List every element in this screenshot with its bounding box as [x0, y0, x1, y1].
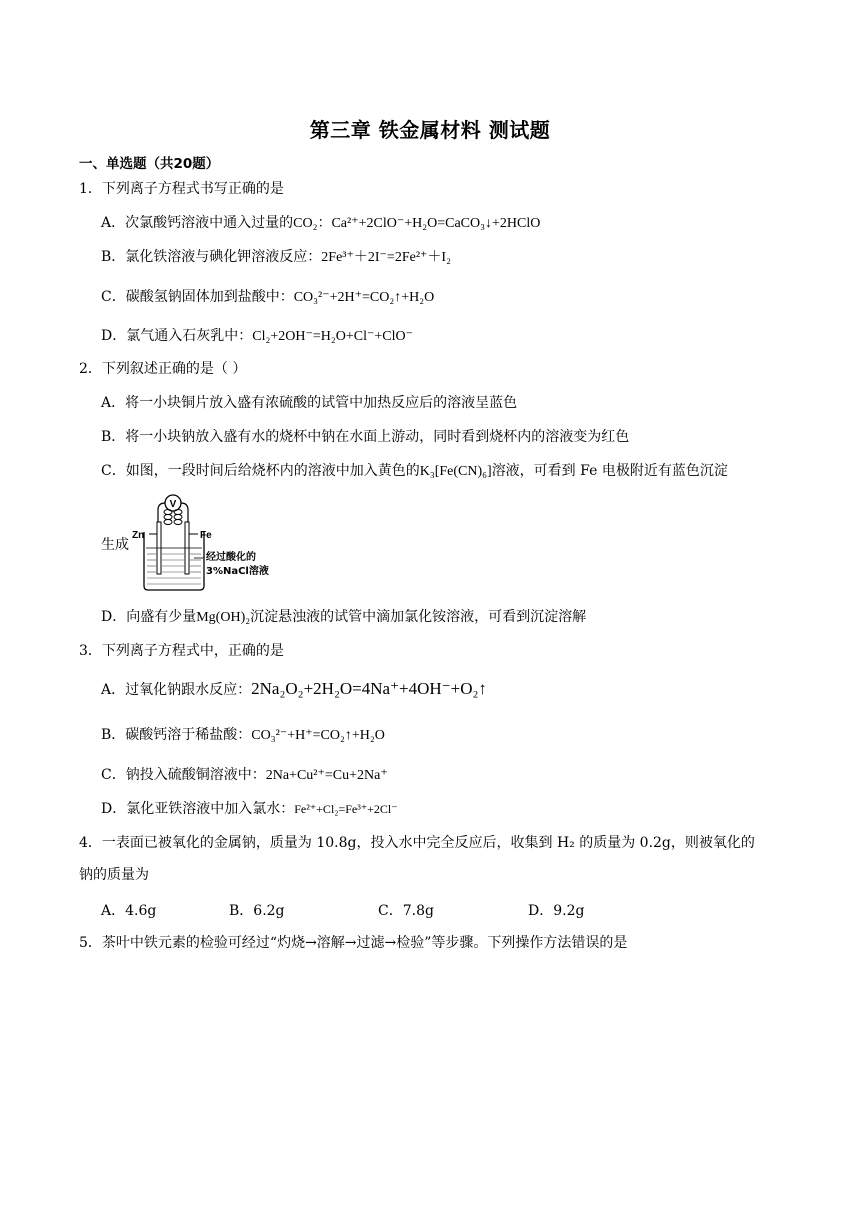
option-label: C．钠投入硫酸铜溶液中： — [101, 767, 266, 783]
question-3-option-d[interactable] — [101, 800, 398, 818]
zn-electrode-label: Zn — [132, 530, 145, 541]
question-1-option-d[interactable] — [101, 327, 413, 346]
question-3-option-a[interactable] — [101, 680, 487, 699]
page-title: 第三章 铁金属材料 测试题 — [309, 118, 551, 142]
question-4-option-d[interactable]: D．9.2g — [528, 903, 585, 919]
option-formula: Mg(OH)₂ — [196, 610, 251, 625]
question-1-option-b[interactable] — [101, 248, 451, 267]
option-formula: Fe²⁺+Cl₂=Fe³⁺+2Cl⁻ — [294, 802, 398, 816]
question-1-stem: 1．下列离子方程式书写正确的是 — [79, 181, 284, 197]
option-formula: K₃[Fe(CN)₆] — [419, 464, 492, 479]
section-heading: 一、单选题（共20题） — [79, 156, 220, 172]
option-formula: 2Na+Cu²⁺=Cu+2Na⁺ — [265, 768, 388, 783]
option-label: D．向盛有少量 — [101, 609, 197, 625]
option-label: D．氯气通入石灰乳中： — [101, 328, 253, 344]
beaker — [144, 532, 204, 590]
option-tail: 溶液，可看到 Fe 电极附近有蓝色沉淀 — [491, 463, 728, 479]
option-formula: CO₃²⁻+H⁺=CO₂↑+H₂O — [251, 728, 385, 743]
question-3-stem: 3．下列离子方程式中，正确的是 — [79, 643, 284, 659]
question-4-option-a[interactable]: A．4.6g — [101, 903, 157, 919]
electrolysis-figure — [130, 492, 290, 592]
fe-electrode-label: Fe — [200, 530, 212, 541]
option-label: B．氯化铁溶液与碘化钾溶液反应： — [101, 249, 322, 265]
question-3-option-b[interactable] — [101, 726, 385, 745]
question-1-option-c[interactable] — [101, 288, 434, 307]
question-4-option-c[interactable]: C．7.8g — [378, 903, 434, 919]
question-2-option-b[interactable] — [101, 428, 629, 446]
question-3-option-c[interactable] — [101, 766, 388, 785]
question-2-option-c-wrap: 生成 — [101, 537, 129, 553]
question-4-option-b[interactable]: B．6.2g — [229, 903, 285, 919]
option-label: B．碳酸钙溶于稀盐酸： — [101, 727, 252, 743]
question-2-option-c[interactable] — [101, 462, 728, 481]
question-4-stem-line2: 钠的质量为 — [79, 867, 149, 883]
option-formula: 2Na₂O₂+2H₂O=4Na⁺+4OH⁻+O₂↑ — [251, 679, 487, 698]
option-formula: Cl₂+2OH⁻=H₂O+Cl⁻+ClO⁻ — [252, 329, 413, 344]
option-label: A．过氧化钠跟水反应： — [101, 682, 252, 698]
option-label: D．氯化亚铁溶液中加入氯水： — [101, 801, 295, 817]
option-label: A．次氯酸钙溶液中通入过量的 — [101, 215, 294, 231]
option-formula: CO₃²⁻+2H⁺=CO₂↑+H₂O — [293, 290, 435, 305]
option-label: B．将一小块钠放入盛有水的烧杯中钠在水面上游动，同时看到烧杯内的溶液变为红色 — [101, 429, 630, 445]
question-2-option-d[interactable] — [101, 608, 586, 627]
option-label: C．如图，一段时间后给烧杯内的溶液中加入黄色的 — [101, 463, 420, 479]
option-tail: 沉淀悬浊液的试管中滴加氯化铵溶液，可看到沉淀溶解 — [250, 609, 587, 625]
option-formula: CO₂：Ca²⁺+2ClO⁻+H₂O=CaCO₃↓+2HClO — [293, 216, 541, 231]
option-label: A．将一小块铜片放入盛有浓硫酸的试管中加热反应后的溶液呈蓝色 — [101, 395, 518, 411]
question-4-stem: 4．一表面已被氧化的金属钠，质量为 10.8g，投入水中完全反应后，收集到 H₂ 的质量为 0.2g，则被氧化的 — [79, 835, 755, 851]
question-1-option-a[interactable] — [101, 214, 540, 233]
question-2-option-a[interactable] — [101, 394, 517, 412]
solution-label-line1: 经过酸化的 — [206, 552, 256, 563]
question-2-stem: 2．下列叙述正确的是（ ） — [79, 361, 247, 377]
option-formula: 2Fe³⁺＋2I⁻=2Fe²⁺＋I₂ — [321, 250, 451, 265]
option-label: C．碳酸氢钠固体加到盐酸中： — [101, 289, 294, 305]
solution-label-line2: 3%NaCl溶液 — [206, 566, 269, 577]
voltmeter-label: V — [169, 499, 177, 510]
question-5-stem: 5．茶叶中铁元素的检验可经过“灼烧→溶解→过滤→检验”等步骤。下列操作方法错误的是 — [79, 935, 628, 951]
